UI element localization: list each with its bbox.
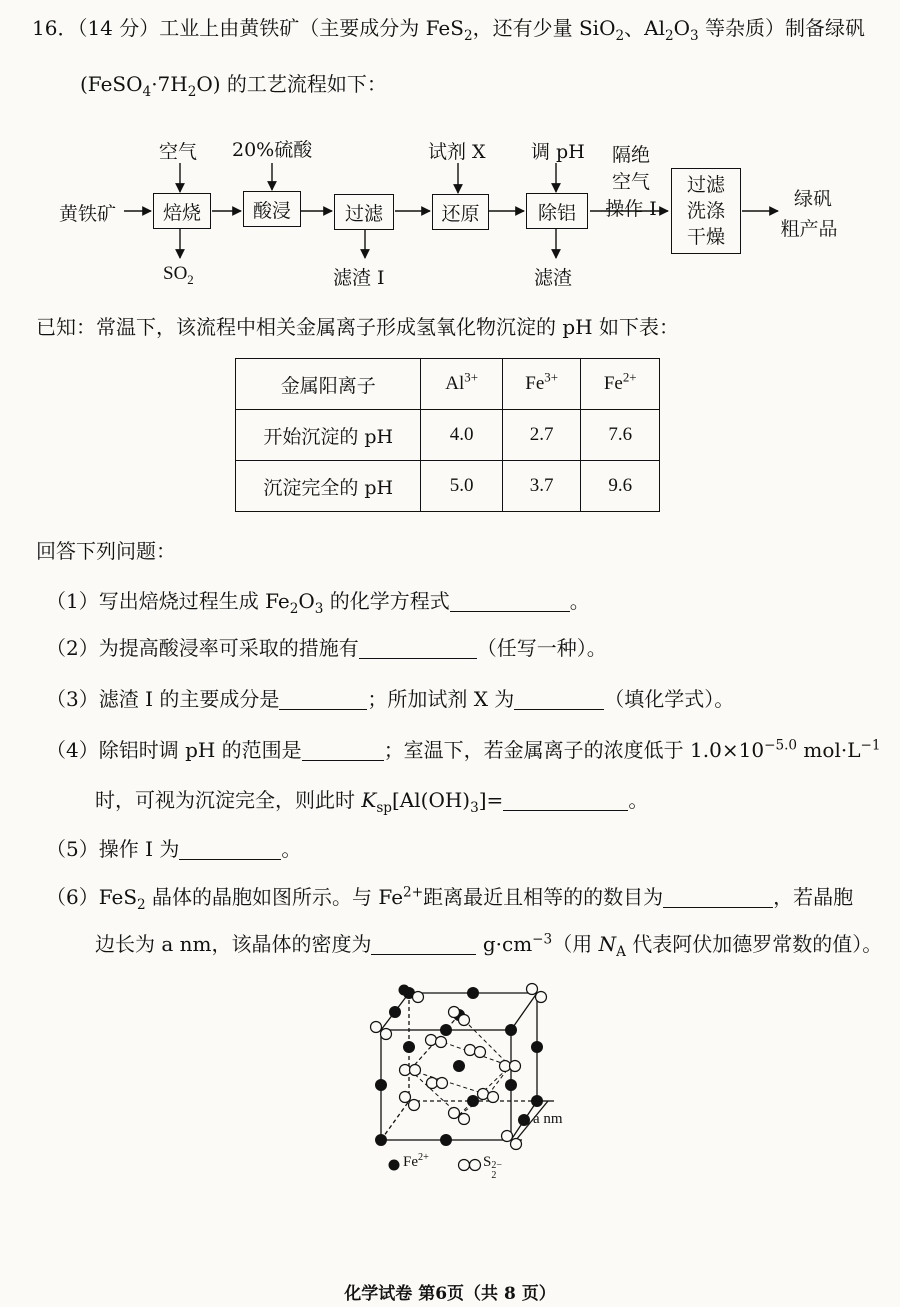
final-step-wash: 洗涤 <box>686 200 725 222</box>
legend-s-marker <box>470 1160 481 1171</box>
legend-fe-label: $Fe^{2+}$ <box>403 1152 429 1170</box>
flow-step-acid-leach: 酸浸 <box>243 191 301 227</box>
question-stem-line2: $(FeSO_4\cdot 7H_2O)$ 的工艺流程如下： <box>80 72 387 100</box>
legend-fe-marker <box>389 1160 400 1171</box>
operation-i-label: 隔绝 空气 操作 I <box>605 144 657 220</box>
table-header-cell: 金属阳离子 <box>236 359 421 410</box>
legend-s-marker <box>459 1160 470 1171</box>
output-residue: 滤渣 <box>534 267 573 289</box>
table-cell: 开始沉淀的 pH <box>236 410 421 461</box>
question-2: （2）为提高酸浸率可采取的措施有 （任写一种）。 <box>46 636 607 660</box>
question-3: （3）滤渣 I 的主要成分是 ；所加试剂 X 为 （填化学式）。 <box>46 687 735 711</box>
table-cell: 沉淀完全的 pH <box>236 461 421 512</box>
page-footer: 化学试卷 第6页（共 8 页） <box>344 1284 556 1304</box>
final-step-filter: 过滤 <box>686 174 725 196</box>
flow-start-label: 黄铁矿 <box>59 203 117 225</box>
question-1: （1）写出焙烧过程生成 $Fe_2O_3$ 的化学方程式 。 <box>46 589 590 617</box>
output-residue-1: 滤渣 I <box>333 267 385 289</box>
flow-step-filter: 过滤 <box>334 194 394 230</box>
table-cell: 4.0 <box>421 410 503 461</box>
question-6-line1: （6）FeS$_2$ 晶体的晶胞如图所示。与 $Fe^{2+}$距离最近且相等的的数目为 ，若晶胞 <box>46 884 854 913</box>
question-5: （5）操作 I 为 。 <box>46 837 302 861</box>
flow-step-roast: 焙烧 <box>153 193 211 229</box>
table-cell: 3.7 <box>502 461 581 512</box>
input-adjust-ph: 调 pH <box>531 141 585 163</box>
question-4-line1: （4）除铝时调 pH 的范围是 ；室温下，若金属离子的浓度低于 $1.0\times 10^{-5.0}$ $mol\cdot L^{-1}$ <box>46 737 881 762</box>
table-cell: 9.6 <box>581 461 660 512</box>
output-so2: $SO_2$ <box>163 263 194 287</box>
legend-s-label: S 2− 2 <box>483 1154 502 1181</box>
final-step-dry: 干燥 <box>686 226 725 248</box>
table-cell: 2.7 <box>502 410 581 461</box>
product-label: 绿矾 粗产品 <box>780 188 838 240</box>
table-header-cell: $Al^{3+}$ <box>421 359 503 410</box>
flow-step-remove-al: 除铝 <box>526 193 588 229</box>
table-cell: 7.6 <box>581 410 660 461</box>
table-header-cell: $Fe^{2+}$ <box>581 359 660 410</box>
input-sulfuric-acid: 20%硫酸 <box>232 139 313 161</box>
edge-length-label: a nm <box>533 1111 563 1127</box>
question-stem-line1: 16．（14 分）工业上由黄铁矿（主要成分为 FeS$_2$，还有少量 SiO$_2$、$Al_2O_3$ 等杂质）制备绿矾 <box>32 16 866 44</box>
table-header-cell: $Fe^{3+}$ <box>502 359 581 410</box>
question-4-line2: 时，可视为沉淀完全，则此时 $K_{sp}[Al(OH)_3]=$ 。 <box>95 788 649 816</box>
question-6-line2: 边长为 a nm，该晶体的密度为 $g\cdot cm^{-3}$（用 $N_A$ 代表阿伏加德罗常数的值）。 <box>95 931 883 960</box>
table-cell: 5.0 <box>421 461 503 512</box>
input-air: 空气 <box>159 141 198 163</box>
known-info-text: 已知：常温下，该流程中相关金属离子形成氢氧化物沉淀的 pH 如下表： <box>36 315 679 339</box>
input-reagent-x: 试剂 X <box>428 141 486 163</box>
flow-step-reduce: 还原 <box>432 194 489 230</box>
answer-prompt: 回答下列问题： <box>36 539 176 563</box>
